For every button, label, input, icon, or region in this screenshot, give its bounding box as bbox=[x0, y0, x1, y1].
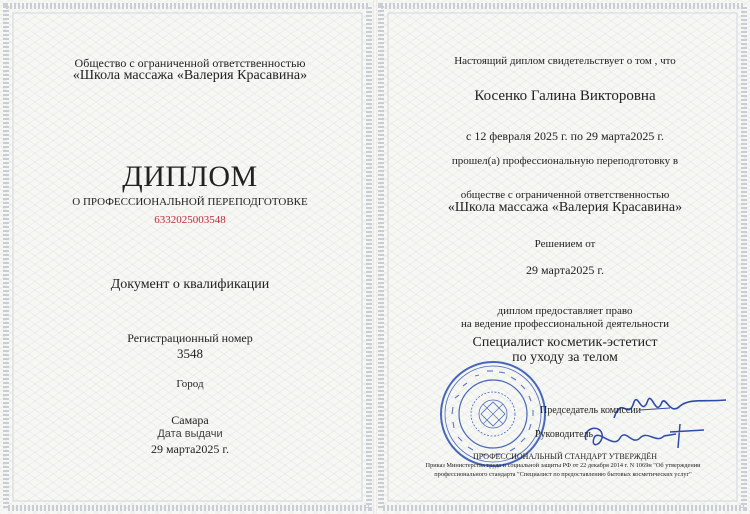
city-name: Самара bbox=[171, 413, 209, 427]
standard-title: ПРОФЕССИОНАЛЬНЫЙ СТАНДАРТ УТВЕРЖДЁН bbox=[472, 452, 657, 461]
standard-line1: Приказ Министерства труда и социальной защиты РФ от 22 декабря 2014 г. N 1069н "Об утверждении bbox=[425, 462, 701, 469]
specialty-line2: по уходу за телом bbox=[512, 350, 618, 365]
city-label: Город bbox=[176, 378, 204, 390]
head-label: Руководитель bbox=[535, 429, 594, 440]
commission-chair-label: Председатель комиссии bbox=[540, 405, 642, 416]
qualification-document-label: Документ о квалификации bbox=[110, 277, 270, 292]
standard-line2: профессионального стандарта "Специалист по предоставлению бытовых косметических услуг" bbox=[434, 471, 692, 478]
graduate-full-name: Косенко Галина Викторовна bbox=[474, 88, 656, 104]
completed-training-text: прошел(а) профессиональную переподготовку в bbox=[451, 155, 679, 167]
org-name-line2: «Школа массажа «Валерия Красавина» bbox=[72, 68, 308, 83]
diploma-right-page bbox=[375, 0, 750, 514]
decision-label: Решением от bbox=[534, 238, 596, 250]
rights-line1: диплом предоставляет право bbox=[497, 305, 633, 317]
specialty-line1: Специалист косметик-эстетист bbox=[472, 335, 658, 350]
decision-date: 29 марта2025 г. bbox=[526, 263, 604, 277]
issue-date-label: Дата выдачи bbox=[157, 428, 223, 440]
org-name-line1: Общество с ограниченной ответственностью bbox=[74, 56, 306, 70]
diploma-subtitle: О ПРОФЕССИОНАЛЬНОЙ ПЕРЕПОДГОТОВКЕ bbox=[72, 196, 308, 208]
diploma-serial-number: 6332025003548 bbox=[154, 214, 226, 226]
certificate-intro: Настоящий диплом свидетельствует о том , что bbox=[454, 55, 676, 67]
center-fold bbox=[373, 0, 377, 514]
org-name-line2: «Школа массажа «Валерия Красавина» bbox=[447, 200, 683, 215]
registration-number-label: Регистрационный номер bbox=[127, 331, 253, 345]
issue-date: 29 марта2025 г. bbox=[151, 442, 229, 456]
rights-line2: на ведение профессиональной деятельности bbox=[461, 318, 669, 330]
study-period: с 12 февраля 2025 г. по 29 марта2025 г. bbox=[466, 129, 664, 143]
diploma-title: ДИПЛОМ bbox=[122, 160, 258, 193]
org-name-line1: обществе с ограниченной ответственностью bbox=[460, 189, 670, 201]
director-signature bbox=[580, 420, 710, 456]
registration-number: 3548 bbox=[177, 346, 203, 361]
